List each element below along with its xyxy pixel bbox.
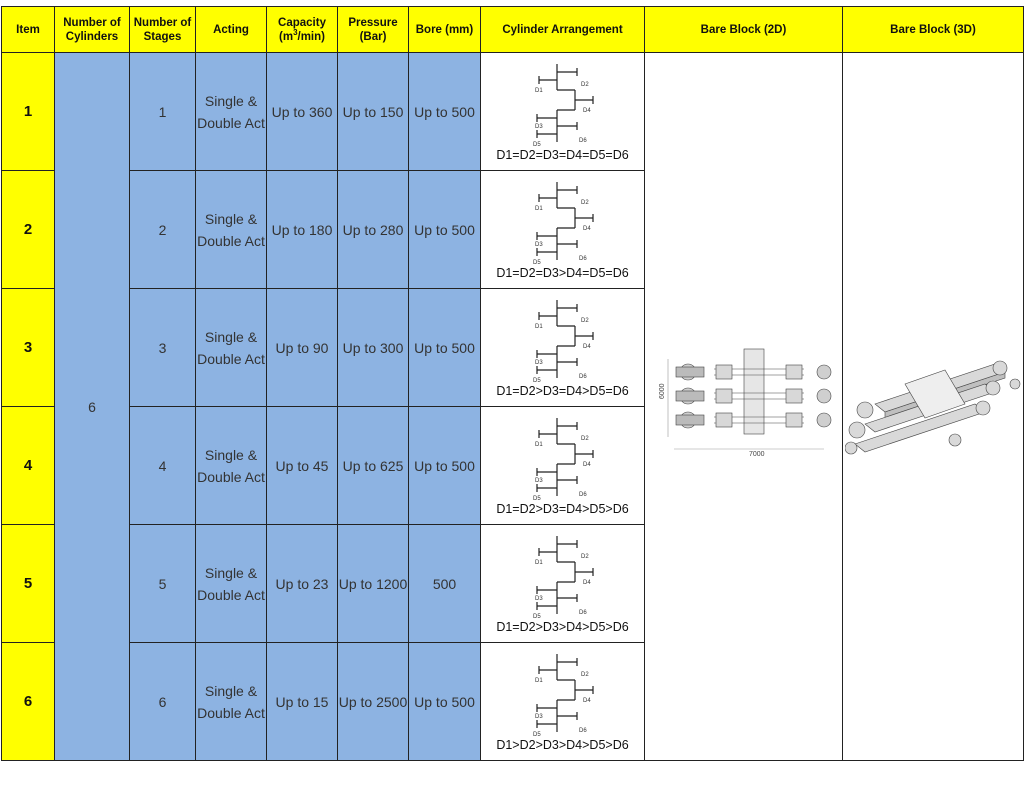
diagram-label-d6: D6 bbox=[578, 609, 587, 616]
cell-cylinder-arrangement bbox=[481, 171, 645, 289]
diagram-label-d6: D6 bbox=[578, 727, 587, 734]
diagram-label-d1: D1 bbox=[534, 87, 543, 94]
cell-pressure: Up to 150 bbox=[338, 53, 409, 171]
arrangement-formula: D1=D2=D3=D4=D5=D6 bbox=[496, 147, 629, 162]
arrangement-content bbox=[481, 289, 644, 406]
diagram-label-d2: D2 bbox=[580, 199, 589, 206]
cell-pressure: Up to 280 bbox=[338, 171, 409, 289]
cylinder-arrangement-diagram bbox=[527, 534, 599, 620]
diagram-label-d6: D6 bbox=[578, 373, 587, 380]
cell-capacity: Up to 90 bbox=[267, 289, 338, 407]
compressor-spec-table bbox=[1, 6, 1024, 761]
cylinder-arrangement-diagram bbox=[527, 62, 599, 148]
diagram-label-d2: D2 bbox=[580, 435, 589, 442]
diagram-label-d3: D3 bbox=[534, 477, 543, 484]
diagram-label-d4: D4 bbox=[582, 579, 591, 586]
cell-number-of-stages: 2 bbox=[130, 171, 196, 289]
diagram-label-d1: D1 bbox=[534, 441, 543, 448]
cell-acting: Single & Double Act bbox=[196, 289, 267, 407]
header-number-of-cylinders: Number of Cylinders bbox=[55, 7, 130, 53]
diagram-label-d3: D3 bbox=[534, 595, 543, 602]
diagram-label-d3: D3 bbox=[534, 123, 543, 130]
diagram-label-d4: D4 bbox=[582, 107, 591, 114]
diagram-label-d4: D4 bbox=[582, 343, 591, 350]
header-number-of-stages: Number of Stages bbox=[130, 7, 196, 53]
diagram-label-d5: D5 bbox=[532, 141, 541, 148]
cell-number-of-stages: 6 bbox=[130, 643, 196, 761]
diagram-label-d1: D1 bbox=[534, 677, 543, 684]
drawing-2d-height-label: 6000 bbox=[658, 383, 666, 399]
diagram-label-d6: D6 bbox=[578, 137, 587, 144]
diagram-label-d6: D6 bbox=[578, 255, 587, 262]
header-bare-block-2d: Bare Block (2D) bbox=[645, 7, 843, 53]
cell-bare-block-3d bbox=[843, 53, 1024, 761]
table-body bbox=[2, 53, 1024, 761]
cell-pressure: Up to 1200 bbox=[338, 525, 409, 643]
arrangement-content bbox=[481, 407, 644, 524]
diagram-label-d1: D1 bbox=[534, 559, 543, 566]
cell-cylinder-arrangement bbox=[481, 289, 645, 407]
cell-bore: Up to 500 bbox=[409, 407, 481, 525]
table-row bbox=[2, 53, 1024, 171]
cell-pressure: Up to 2500 bbox=[338, 643, 409, 761]
bare-block-3d-drawing bbox=[845, 344, 1021, 464]
header-capacity bbox=[267, 7, 338, 53]
diagram-label-d3: D3 bbox=[534, 713, 543, 720]
diagram-label-d5: D5 bbox=[532, 731, 541, 738]
cell-acting: Single & Double Act bbox=[196, 643, 267, 761]
cylinder-arrangement-diagram bbox=[527, 652, 599, 738]
cell-capacity: Up to 360 bbox=[267, 53, 338, 171]
bare-block-2d-drawing bbox=[654, 329, 834, 479]
arrangement-formula: D1=D2>D3=D4>D5=D6 bbox=[496, 383, 629, 398]
diagram-label-d6: D6 bbox=[578, 491, 587, 498]
diagram-label-d4: D4 bbox=[582, 225, 591, 232]
cell-bore: Up to 500 bbox=[409, 289, 481, 407]
cell-cylinder-arrangement bbox=[481, 407, 645, 525]
cell-number-of-stages: 1 bbox=[130, 53, 196, 171]
diagram-label-d5: D5 bbox=[532, 613, 541, 620]
arrangement-formula: D1=D2>D3=D4>D5>D6 bbox=[496, 501, 629, 516]
header-capacity-sup: 3 bbox=[293, 27, 298, 37]
diagram-label-d2: D2 bbox=[580, 671, 589, 678]
header-bare-block-3d: Bare Block (3D) bbox=[843, 7, 1024, 53]
arrangement-formula: D1>D2>D3>D4>D5>D6 bbox=[496, 737, 629, 752]
diagram-label-d4: D4 bbox=[582, 697, 591, 704]
header-acting: Acting bbox=[196, 7, 267, 53]
cell-bore: Up to 500 bbox=[409, 643, 481, 761]
header-capacity-prefix: Capacity (m bbox=[278, 16, 326, 43]
diagram-label-d4: D4 bbox=[582, 461, 591, 468]
cell-pressure: Up to 300 bbox=[338, 289, 409, 407]
diagram-label-d3: D3 bbox=[534, 359, 543, 366]
cell-number-of-stages: 5 bbox=[130, 525, 196, 643]
cell-pressure: Up to 625 bbox=[338, 407, 409, 525]
header-cylinder-arrangement: Cylinder Arrangement bbox=[481, 7, 645, 53]
cell-bore: Up to 500 bbox=[409, 171, 481, 289]
drawing-2d-width-label: 7000 bbox=[748, 451, 765, 458]
diagram-label-d2: D2 bbox=[580, 553, 589, 560]
cell-cylinder-arrangement bbox=[481, 53, 645, 171]
diagram-label-d5: D5 bbox=[532, 259, 541, 266]
diagram-label-d5: D5 bbox=[532, 495, 541, 502]
cell-acting: Single & Double Act bbox=[196, 171, 267, 289]
header-bore: Bore (mm) bbox=[409, 7, 481, 53]
cell-bare-block-2d bbox=[645, 53, 843, 761]
cell-acting: Single & Double Act bbox=[196, 53, 267, 171]
diagram-label-d2: D2 bbox=[580, 81, 589, 88]
cell-number-of-stages: 4 bbox=[130, 407, 196, 525]
arrangement-content bbox=[481, 643, 644, 760]
cell-number-of-stages: 3 bbox=[130, 289, 196, 407]
cell-capacity: Up to 45 bbox=[267, 407, 338, 525]
arrangement-content bbox=[481, 525, 644, 642]
cell-acting: Single & Double Act bbox=[196, 407, 267, 525]
cell-capacity: Up to 180 bbox=[267, 171, 338, 289]
diagram-label-d2: D2 bbox=[580, 317, 589, 324]
header-capacity-suffix: /min) bbox=[297, 30, 325, 43]
header-row bbox=[2, 7, 1024, 53]
arrangement-formula: D1=D2>D3>D4>D5>D6 bbox=[496, 619, 629, 634]
cell-acting: Single & Double Act bbox=[196, 525, 267, 643]
arrangement-formula: D1=D2=D3>D4=D5=D6 bbox=[496, 265, 629, 280]
arrangement-content bbox=[481, 53, 644, 170]
cell-item: 2 bbox=[2, 171, 55, 289]
cell-item: 5 bbox=[2, 525, 55, 643]
diagram-label-d1: D1 bbox=[534, 205, 543, 212]
diagram-label-d3: D3 bbox=[534, 241, 543, 248]
diagram-label-d1: D1 bbox=[534, 323, 543, 330]
cell-item: 4 bbox=[2, 407, 55, 525]
cell-item: 1 bbox=[2, 53, 55, 171]
cylinder-arrangement-diagram bbox=[527, 298, 599, 384]
cylinder-arrangement-diagram bbox=[527, 180, 599, 266]
cell-item: 3 bbox=[2, 289, 55, 407]
arrangement-content bbox=[481, 171, 644, 288]
cell-bore: 500 bbox=[409, 525, 481, 643]
cell-capacity: Up to 23 bbox=[267, 525, 338, 643]
cell-capacity: Up to 15 bbox=[267, 643, 338, 761]
header-item: Item bbox=[2, 7, 55, 53]
cell-item: 6 bbox=[2, 643, 55, 761]
cell-cylinder-arrangement bbox=[481, 525, 645, 643]
diagram-label-d5: D5 bbox=[532, 377, 541, 384]
cell-cylinder-arrangement bbox=[481, 643, 645, 761]
cylinder-arrangement-diagram bbox=[527, 416, 599, 502]
cell-number-of-cylinders: 6 bbox=[55, 53, 130, 761]
header-pressure: Pressure (Bar) bbox=[338, 7, 409, 53]
cell-bore: Up to 500 bbox=[409, 53, 481, 171]
